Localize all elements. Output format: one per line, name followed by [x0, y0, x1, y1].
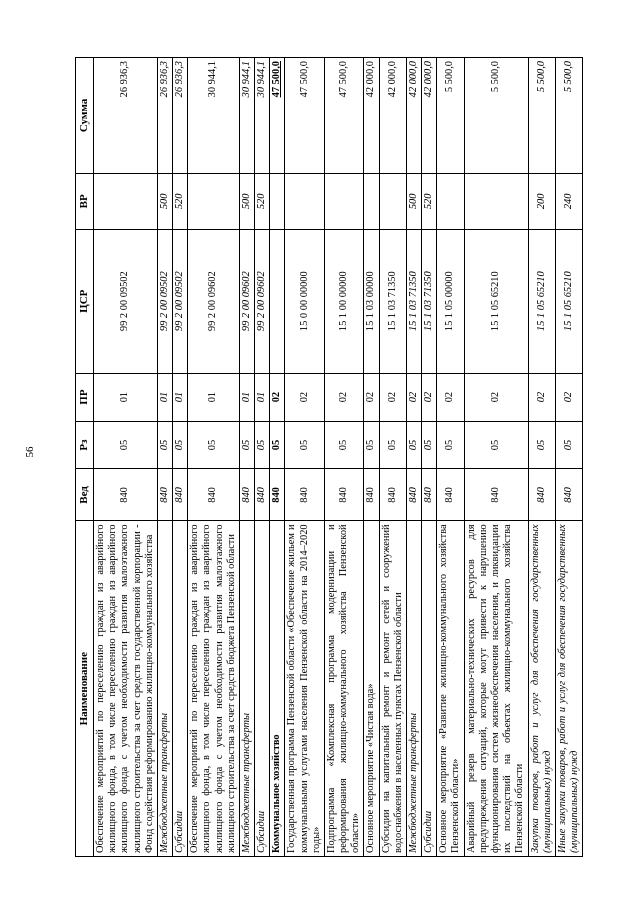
cell-pr: 01	[188, 373, 240, 421]
cell-pr: 02	[464, 373, 528, 421]
cell-vr: 200	[528, 173, 555, 229]
cell-sum: 42 000,0	[379, 58, 406, 174]
cell-rz: 05	[157, 421, 172, 469]
cell-pr: 01	[239, 373, 254, 421]
cell-name: Обеспечение мероприятий по переселению граждан из аварийного жилищного фонда, в том числе переселению граждан из аварийного жилищного фонда с учетом необходимости развития малоэтажного жилищного строительства за счет средств бюджета Пензенской области	[188, 521, 240, 857]
header-ved: Вед	[76, 469, 94, 521]
cell-rz: 05	[173, 421, 188, 469]
cell-vr: 500	[239, 173, 254, 229]
cell-csr: 99 2 00 09502	[173, 229, 188, 373]
cell-csr: 15 1 05 65210	[528, 229, 555, 373]
cell-sum: 5 500,0	[464, 58, 528, 174]
cell-vr	[270, 173, 285, 229]
cell-pr: 02	[406, 373, 421, 421]
table-row	[94, 58, 158, 857]
cell-pr: 02	[422, 373, 437, 421]
cell-csr: 15 1 03 71350	[379, 229, 406, 373]
cell-pr: 02	[285, 373, 325, 421]
cell-sum: 26 936,3	[157, 58, 172, 174]
cell-vr	[364, 173, 379, 229]
table-row	[270, 58, 285, 857]
cell-name: Основное мероприятие «Чистая вода»	[364, 521, 379, 857]
cell-pr: 02	[555, 373, 582, 421]
cell-csr: 15 1 05 65210	[555, 229, 582, 373]
cell-ved: 840	[422, 469, 437, 521]
cell-vr: 500	[157, 173, 172, 229]
cell-vr	[437, 173, 464, 229]
cell-vr: 500	[406, 173, 421, 229]
budget-table	[75, 57, 583, 857]
cell-ved: 840	[188, 469, 240, 521]
cell-csr: 15 1 03 00000	[364, 229, 379, 373]
table-header-row	[76, 58, 94, 857]
cell-name: Основное мероприятие «Развитие жилищно-коммунального хозяйства Пензенской области»	[437, 521, 464, 857]
cell-name: Субсидии	[255, 521, 270, 857]
cell-rz: 05	[422, 421, 437, 469]
cell-name: Межбюджетные трансферты	[157, 521, 172, 857]
table-row	[379, 58, 406, 857]
cell-rz: 05	[379, 421, 406, 469]
cell-ved: 840	[285, 469, 325, 521]
cell-name: Межбюджетные трансферты	[406, 521, 421, 857]
table-row	[437, 58, 464, 857]
cell-vr	[379, 173, 406, 229]
cell-rz: 05	[555, 421, 582, 469]
cell-ved: 840	[406, 469, 421, 521]
cell-rz: 05	[437, 421, 464, 469]
cell-rz: 05	[255, 421, 270, 469]
cell-csr: 99 2 00 09602	[255, 229, 270, 373]
cell-rz: 05	[270, 421, 285, 469]
table-row	[173, 58, 188, 857]
cell-pr: 02	[324, 373, 364, 421]
cell-sum: 42 000,0	[364, 58, 379, 174]
cell-rz: 05	[239, 421, 254, 469]
cell-name: Подпрограмма «Комплексная программа модернизации и реформирования жилищно-коммунального хозяйства Пензенской области»	[324, 521, 364, 857]
cell-sum: 5 500,0	[528, 58, 555, 174]
cell-csr: 15 0 00 00000	[285, 229, 325, 373]
cell-ved: 840	[270, 469, 285, 521]
header-name: Наименование	[76, 521, 94, 857]
table-row	[464, 58, 528, 857]
cell-ved: 840	[555, 469, 582, 521]
cell-csr: 99 2 00 09602	[188, 229, 240, 373]
cell-rz: 05	[528, 421, 555, 469]
rotated-table-container	[75, 57, 581, 857]
cell-ved: 840	[324, 469, 364, 521]
table-row	[364, 58, 379, 857]
cell-sum: 26 936,3	[94, 58, 158, 174]
cell-csr: 15 1 05 65210	[464, 229, 528, 373]
cell-pr: 01	[255, 373, 270, 421]
cell-pr: 01	[173, 373, 188, 421]
cell-csr: 99 2 00 09502	[94, 229, 158, 373]
cell-sum: 30 944,1	[239, 58, 254, 174]
cell-vr	[285, 173, 325, 229]
cell-rz: 05	[464, 421, 528, 469]
table-row	[255, 58, 270, 857]
cell-csr: 15 1 03 71350	[406, 229, 421, 373]
cell-csr: 15 1 00 00000	[324, 229, 364, 373]
cell-vr	[94, 173, 158, 229]
cell-vr: 240	[555, 173, 582, 229]
cell-rz: 05	[94, 421, 158, 469]
cell-csr: 99 2 00 09502	[157, 229, 172, 373]
cell-rz: 05	[406, 421, 421, 469]
header-pr: ПР	[76, 373, 94, 421]
cell-csr: 99 2 00 09602	[239, 229, 254, 373]
table-row	[285, 58, 325, 857]
cell-sum: 5 500,0	[555, 58, 582, 174]
cell-sum: 42 000,0	[422, 58, 437, 174]
table-row	[188, 58, 240, 857]
cell-sum: 47 500,0	[324, 58, 364, 174]
table-row	[157, 58, 172, 857]
cell-vr: 520	[173, 173, 188, 229]
cell-vr: 520	[255, 173, 270, 229]
cell-name: Субсидии	[173, 521, 188, 857]
cell-pr: 02	[364, 373, 379, 421]
cell-csr	[270, 229, 285, 373]
cell-rz: 05	[188, 421, 240, 469]
cell-ved: 840	[94, 469, 158, 521]
cell-csr: 15 1 05 00000	[437, 229, 464, 373]
cell-vr	[188, 173, 240, 229]
cell-pr: 02	[528, 373, 555, 421]
cell-ved: 840	[464, 469, 528, 521]
cell-sum: 30 944,1	[188, 58, 240, 174]
cell-name: Межбюджетные трансферты	[239, 521, 254, 857]
cell-ved: 840	[255, 469, 270, 521]
cell-sum: 30 944,1	[255, 58, 270, 174]
cell-sum: 47 500,0	[270, 58, 285, 174]
cell-pr: 02	[437, 373, 464, 421]
cell-sum: 5 500,0	[437, 58, 464, 174]
cell-name: Государственная программа Пензенской области «Обеспечение жильем и коммунальными услугами населения Пензенской области на 2014–2020 годы»	[285, 521, 325, 857]
cell-csr: 15 1 03 71350	[422, 229, 437, 373]
cell-name: Субсидии	[422, 521, 437, 857]
cell-vr	[464, 173, 528, 229]
cell-name: Коммунальное хозяйство	[270, 521, 285, 857]
cell-sum: 42 000,0	[406, 58, 421, 174]
cell-rz: 05	[364, 421, 379, 469]
cell-ved: 840	[173, 469, 188, 521]
cell-sum: 26 936,3	[173, 58, 188, 174]
cell-pr: 01	[157, 373, 172, 421]
cell-rz: 05	[324, 421, 364, 469]
page-number: 56	[24, 446, 36, 458]
cell-name: Субсидии на капитальный ремонт и ремонт сетей и сооружений водоснабжения в населенных пунктах Пензенской области	[379, 521, 406, 857]
table-row	[324, 58, 364, 857]
cell-ved: 840	[364, 469, 379, 521]
cell-vr	[324, 173, 364, 229]
header-vr: ВР	[76, 173, 94, 229]
header-csr: ЦСР	[76, 229, 94, 373]
cell-pr: 02	[379, 373, 406, 421]
table-body	[94, 58, 583, 857]
cell-pr: 01	[94, 373, 158, 421]
cell-pr: 02	[270, 373, 285, 421]
header-rz: Рз	[76, 421, 94, 469]
header-sum: Сумма	[76, 58, 94, 174]
cell-ved: 840	[528, 469, 555, 521]
cell-name: Аварийный резерв материально-технических ресурсов для предупреждения ситуаций, которые могут привести к нарушению функционирования систем жизнеобеспечения населения, и ликвидации их последствий на объектах жилищно-коммунального хозяйства Пензенской области	[464, 521, 528, 857]
cell-ved: 840	[157, 469, 172, 521]
cell-ved: 840	[239, 469, 254, 521]
table-row	[239, 58, 254, 857]
cell-rz: 05	[285, 421, 325, 469]
table-row	[422, 58, 437, 857]
table-row	[555, 58, 582, 857]
cell-name: Обеспечение мероприятий по переселению граждан из аварийного жилищного фонда, в том числе переселению граждан из аварийного жилищного фонда с учетом необходимости развития малоэтажного жилищного строительства за счет средств государственной корпорации - Фонд содействия реформированию жилищно-коммунального хозяйства	[94, 521, 158, 857]
table-row	[406, 58, 421, 857]
cell-vr: 520	[422, 173, 437, 229]
table-row	[528, 58, 555, 857]
cell-name: Закупка товаров, работ и услуг для обеспечения государственных (муниципальных) нужд	[528, 521, 555, 857]
cell-name: Иные закупки товаров, работ и услуг для обеспечения государственных (муниципальных) нужд	[555, 521, 582, 857]
cell-ved: 840	[437, 469, 464, 521]
cell-ved: 840	[379, 469, 406, 521]
cell-sum: 47 500,0	[285, 58, 325, 174]
